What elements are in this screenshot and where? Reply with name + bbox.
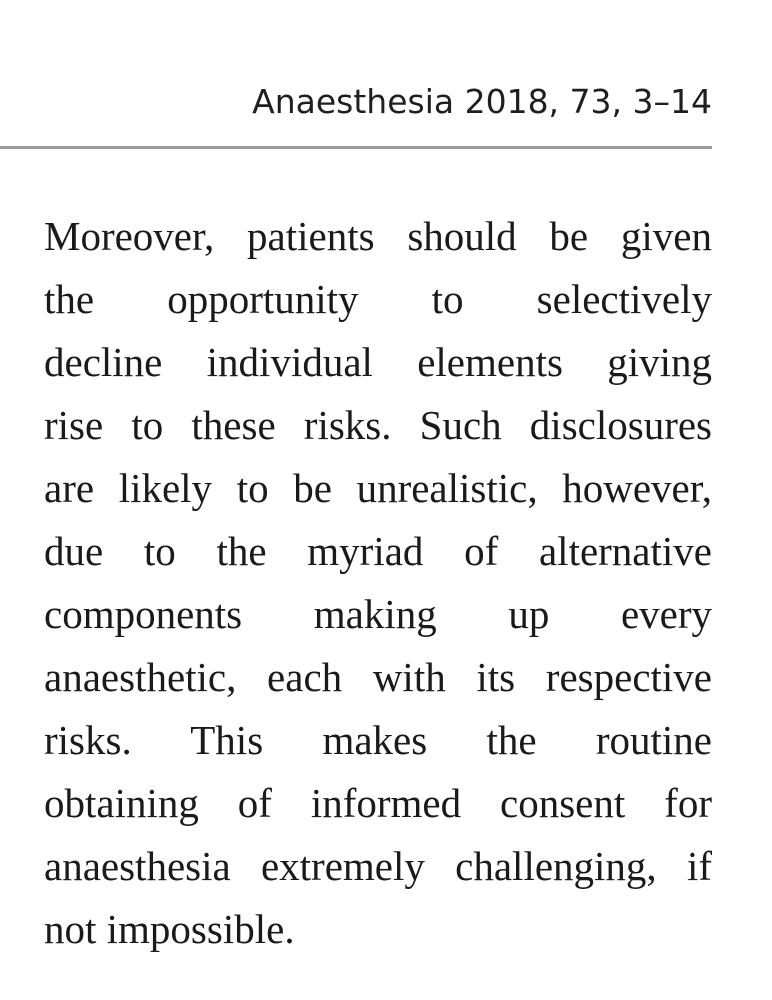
paragraph-line: components making up every: [44, 591, 712, 637]
paragraph-line: obtaining of informed consent for: [44, 780, 712, 826]
paragraph-line: Moreover, patients should be given: [44, 213, 712, 259]
paragraph-line: not impossible.: [44, 906, 295, 952]
article-paragraph: [44, 205, 712, 961]
paragraph-line: are likely to be unrealistic, however,: [44, 465, 712, 511]
paragraph-line: anaesthesia extremely challenging, if: [44, 843, 712, 889]
paragraph-line: risks. This makes the routine: [44, 717, 712, 763]
paragraph-line: anaesthetic, each with its respective: [44, 654, 712, 700]
paragraph-line: decline individual elements giving: [44, 339, 712, 385]
paragraph-line: rise to these risks. Such disclosures: [44, 402, 712, 448]
journal-citation: Anaesthesia 2018, 73, 3–14: [252, 82, 712, 121]
paragraph-line: the opportunity to selectively: [44, 276, 712, 322]
paragraph-line: due to the myriad of alternative: [44, 528, 712, 574]
header-divider: [0, 146, 712, 149]
